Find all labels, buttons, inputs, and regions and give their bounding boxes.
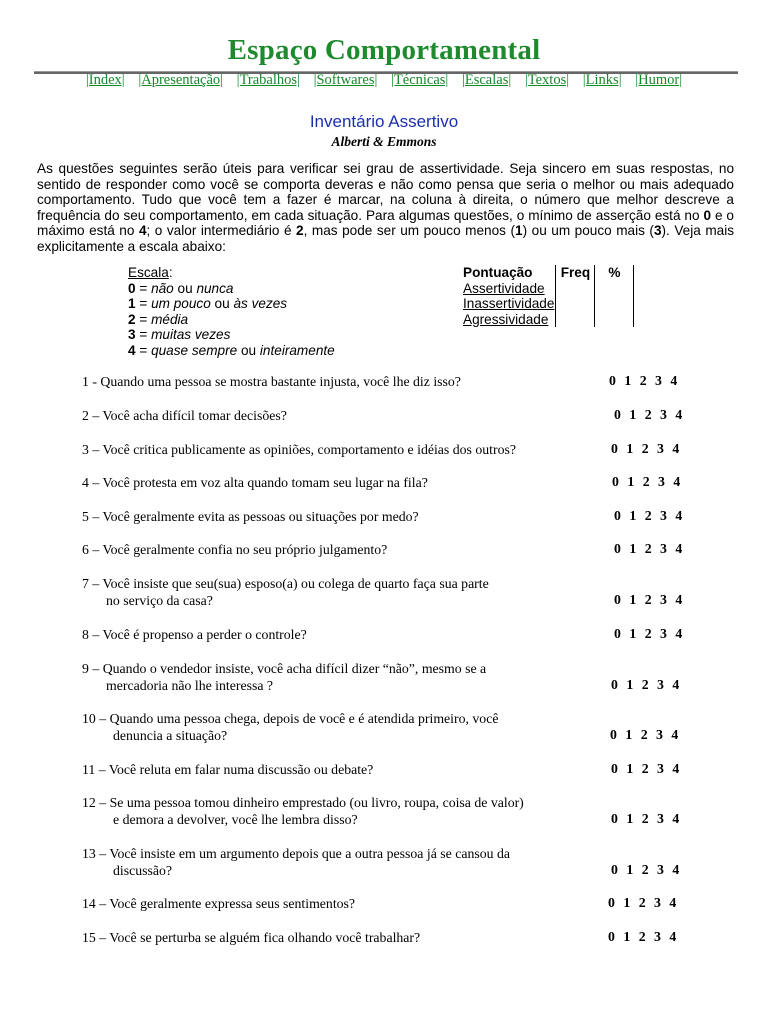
answer-options-15[interactable]: 0 1 2 3 4: [608, 929, 677, 944]
question-2: [82, 407, 287, 424]
scale-term: um pouco: [151, 296, 211, 311]
percent-input-cell[interactable]: [595, 296, 634, 312]
intro-mid-value: 2: [296, 223, 304, 238]
freq-input-cell[interactable]: [556, 312, 595, 328]
scale-term: muitas vezes: [151, 327, 231, 342]
table-row: [463, 281, 634, 297]
question-text: 15 – Você se perturba se alguém fica olhando você trabalhar?: [82, 930, 421, 945]
nav-link-softwares[interactable]: |Softwares|: [313, 72, 378, 88]
question-text: 6 – Você geralmente confia no seu próprio julgamento?: [82, 542, 388, 557]
scale-term: nunca: [196, 280, 234, 296]
nav-link-humor[interactable]: |Humor|: [635, 72, 683, 88]
question-3: [82, 441, 516, 458]
scale-item: [128, 296, 335, 312]
intro-less-value: 1: [515, 223, 523, 238]
question-text: 12 – Se uma pessoa tomou dinheiro emprestado (ou livro, roupa, coisa de valor): [82, 795, 524, 810]
question-text: 4 – Você protesta em voz alta quando tomam seu lugar na fila?: [82, 475, 428, 490]
scale-number: 1: [128, 296, 136, 311]
freq-input-cell[interactable]: [556, 296, 595, 312]
scale-term: não: [151, 280, 174, 296]
intro-more-value: 3: [653, 223, 662, 238]
scoring-table: [463, 265, 634, 327]
question-12: [82, 794, 524, 828]
scoring-header-row: [463, 265, 634, 281]
scale-legend: [128, 265, 335, 358]
scale-number: 3: [128, 327, 136, 342]
nav-link-apresentacao[interactable]: |Apresentação|: [138, 72, 224, 88]
scale-item: [128, 327, 335, 343]
scale-heading-row: [128, 265, 335, 281]
answer-options-9[interactable]: 0 1 2 3 4: [611, 677, 680, 692]
percent-input-cell[interactable]: [595, 312, 634, 328]
scoring-col-freq: Freq: [556, 265, 595, 281]
question-text: 8 – Você é propenso a perder o controle?: [82, 627, 307, 642]
nav-link-textos[interactable]: |Textos|: [524, 72, 570, 88]
question-text: 13 – Você insiste em um argumento depois que a outra pessoa já se cansou da: [82, 846, 510, 861]
scale-or: ou: [210, 296, 234, 311]
document-title: Inventário Assertivo: [309, 112, 459, 131]
answer-options-7[interactable]: 0 1 2 3 4: [614, 592, 683, 607]
site-title: Espaço Comportamental: [227, 34, 541, 66]
question-text: 10 – Quando uma pessoa chega, depois de você e é atendida primeiro, você: [82, 711, 499, 726]
scale-number: 4: [128, 342, 136, 358]
freq-input-cell[interactable]: [556, 281, 595, 297]
scale-equals: =: [135, 311, 152, 327]
scoring-col-pontuacao: Pontuação: [463, 265, 533, 280]
question-text: 7 – Você insiste que seu(sua) esposo(a) ou colega de quarto faça sua parte: [82, 576, 489, 591]
answer-options-5[interactable]: 0 1 2 3 4: [614, 508, 683, 523]
question-text: 11 – Você reluta em falar numa discussão ou debate?: [82, 762, 374, 777]
answer-options-13[interactable]: 0 1 2 3 4: [611, 862, 680, 877]
question-text: 14 – Você geralmente expressa seus sentimentos?: [82, 896, 356, 911]
scale-equals: =: [135, 280, 152, 296]
question-text: 3 – Você critica publicamente as opiniões, comportamento e idéias dos outros?: [82, 442, 516, 457]
answer-options-2[interactable]: 0 1 2 3 4: [614, 407, 683, 422]
question-text-continued: e demora a devolver, você lhe lembra disso?: [113, 812, 358, 827]
intro-text-4: , mas pode ser um pouco menos (: [303, 223, 516, 238]
scoring-category: Assertividade: [463, 280, 545, 296]
answer-options-10[interactable]: 0 1 2 3 4: [610, 727, 679, 742]
top-navigation: [0, 72, 768, 89]
table-row: [463, 296, 634, 312]
scoring-category: Inassertividade: [463, 296, 555, 311]
answer-options-3[interactable]: 0 1 2 3 4: [611, 441, 680, 456]
intro-paragraph: [37, 161, 734, 254]
question-text-continued: discussão?: [113, 863, 173, 878]
table-row: [463, 312, 634, 328]
intro-text-3: ; o valor intermediário é: [146, 223, 297, 238]
scale-colon: :: [168, 265, 173, 280]
scale-term: às vezes: [233, 296, 288, 311]
answer-options-12[interactable]: 0 1 2 3 4: [611, 811, 680, 826]
question-text-continued: no serviço da casa?: [106, 593, 213, 608]
scale-term: média: [151, 311, 189, 327]
nav-link-tecnicas[interactable]: |Técnicas|: [391, 72, 449, 88]
intro-text-6: ). Veja mais explicitamente a escala abaixo:: [37, 223, 735, 254]
question-13: [82, 845, 510, 879]
scoring-col-percent: %: [595, 265, 634, 281]
answer-options-11[interactable]: 0 1 2 3 4: [611, 761, 680, 776]
scoring-category: Agressividade: [463, 311, 549, 327]
scale-equals: =: [135, 296, 152, 311]
question-11: [82, 761, 373, 778]
question-6: [82, 541, 387, 558]
scale-heading: Escala: [128, 265, 169, 280]
answer-options-14[interactable]: 0 1 2 3 4: [608, 895, 677, 910]
question-text-continued: mercadoria não lhe interessa ?: [106, 678, 274, 693]
scale-item: [128, 343, 335, 359]
question-8: [82, 626, 307, 643]
answer-options-4[interactable]: 0 1 2 3 4: [612, 474, 681, 489]
scale-term: inteiramente: [259, 342, 335, 358]
document-authors: Alberti & Emmons: [331, 134, 437, 149]
intro-text-1: As questões seguintes serão úteis para verificar sei grau de assertividade. Seja sincero em suas respostas, no sentido de responder como você se comporta deveras e não como pensa que seria o melhor ou mais adequado comportamento. Tudo que você tem a fazer é marcar, na coluna à direita, o número que melhor descreve a frequência do seu comportamento, em cada situação. Para algumas questões, o mínimo de asserção está no: [37, 161, 734, 223]
question-4: [82, 474, 428, 491]
nav-link-escalas[interactable]: |Escalas|: [461, 72, 512, 88]
scale-item: [128, 312, 335, 328]
question-text: 9 – Quando o vendedor insiste, você acha difícil dizer “não”, mesmo se a: [82, 661, 487, 676]
question-7: [82, 575, 489, 609]
question-10: [82, 710, 498, 744]
scale-number: 0: [128, 280, 136, 296]
question-9: [82, 660, 486, 694]
scale-item: [128, 281, 335, 297]
question-1: [82, 373, 461, 390]
intro-max-value: 4: [138, 223, 147, 238]
scale-or: ou: [237, 342, 260, 358]
question-text: 2 – Você acha difícil tomar decisões?: [82, 408, 287, 423]
question-15: [82, 929, 420, 946]
question-5: [82, 508, 419, 525]
nav-link-index[interactable]: |Index|: [85, 72, 125, 88]
answer-options-8[interactable]: 0 1 2 3 4: [614, 626, 683, 641]
scale-number: 2: [128, 311, 136, 327]
intro-text-5: ) ou um pouco mais (: [522, 223, 654, 238]
scale-term: quase sempre: [151, 342, 238, 358]
answer-options-1[interactable]: 0 1 2 3 4: [609, 373, 678, 388]
question-text: 1 - Quando uma pessoa se mostra bastante injusta, você lhe diz isso?: [82, 374, 461, 389]
scale-equals: =: [135, 342, 152, 358]
scale-equals: =: [135, 327, 152, 342]
answer-options-6[interactable]: 0 1 2 3 4: [614, 541, 683, 556]
percent-input-cell[interactable]: [595, 281, 634, 297]
question-text-continued: denuncia a situação?: [113, 728, 228, 743]
nav-link-links[interactable]: |Links|: [582, 72, 622, 88]
intro-min-value: 0: [703, 207, 712, 223]
intro-text-2: e o máximo está no: [37, 207, 734, 238]
scale-or: ou: [173, 280, 197, 296]
question-text: 5 – Você geralmente evita as pessoas ou situações por medo?: [82, 509, 419, 524]
question-14: [82, 895, 355, 912]
nav-link-trabalhos[interactable]: |Trabalhos|: [236, 72, 300, 88]
